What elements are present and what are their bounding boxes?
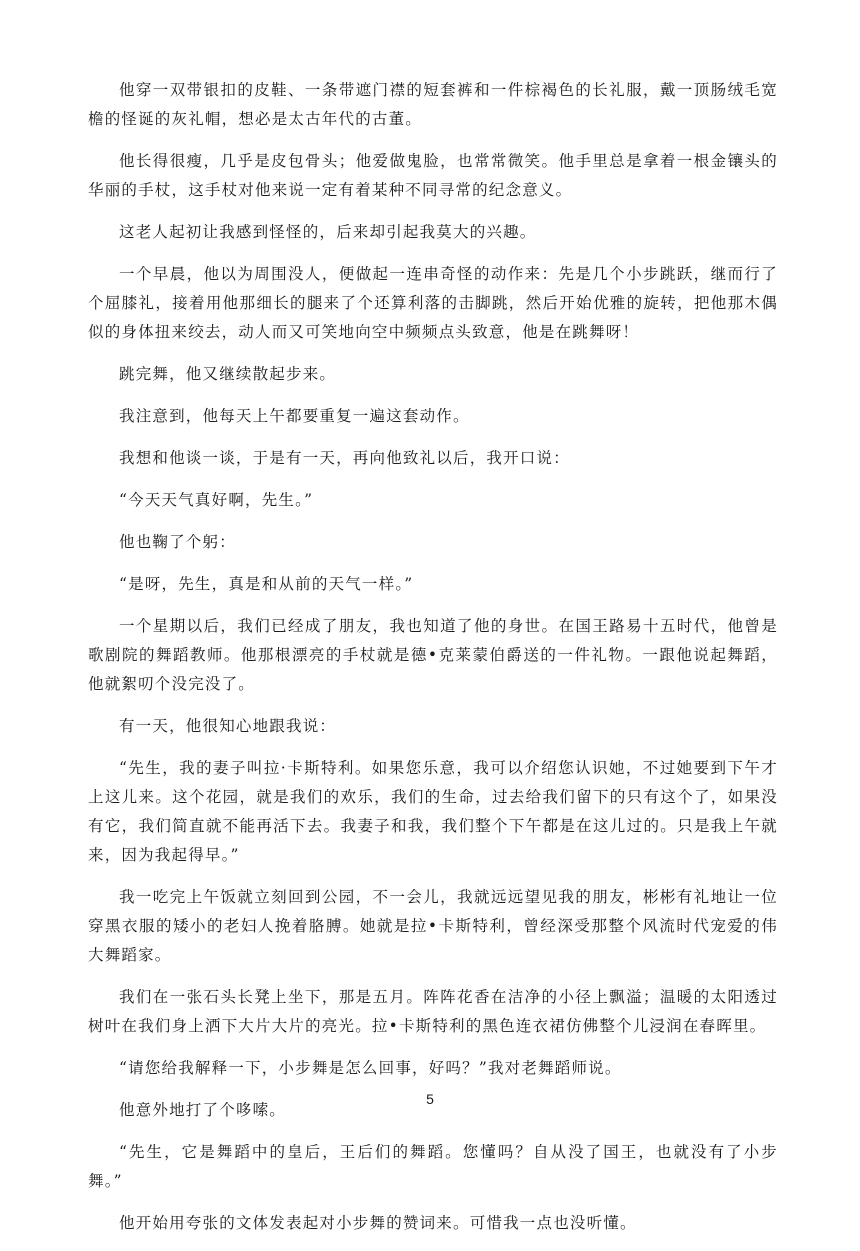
page-number: 5 <box>426 1091 434 1107</box>
paragraph: 我想和他谈一谈，于是有一天，再向他致礼以后，我开口说： <box>119 449 570 467</box>
dialogue-paragraph: “先生，它是舞蹈中的皇后，王后们的舞蹈。您懂吗？自从没了国王，也就没有了小步舞。” <box>88 1143 778 1190</box>
dialogue-paragraph: “请您给我解释一下，小步舞是怎么回事，好吗？”我对老舞蹈师说。 <box>119 1059 622 1077</box>
page-body <box>88 76 778 1251</box>
paragraph: 我们在一张石头长凳上坐下，那是五月。阵阵花香在洁净的小径上飘溢；温暖的太阳透过树叶在我们身上洒下大片大片的亮光。拉•卡斯特利的黑色连衣裙仿佛整个儿浸润在春晖里。 <box>88 988 778 1035</box>
paragraph: 一个早晨，他以为周围没人，便做起一连串奇怪的动作来：先是几个小步跳跃，继而行了个屈膝礼，接着用他那细长的腿来了个还算利落的击脚跳，然后开始优雅的旋转，把他那木偶似的身体扭来绞去，动人而又可笑地向空中频频点头致意，他是在跳舞呀！ <box>88 265 778 341</box>
dialogue-paragraph: “是呀，先生，真是和从前的天气一样。” <box>119 575 414 593</box>
dialogue-paragraph: “先生，我的妻子叫拉·卡斯特利。如果您乐意，我可以介绍您认识她，不过她要到下午才上这儿来。这个花园，就是我们的欢乐，我们的生命，过去给我们留下的只有这个了，如果没有它，我们简直就不能再活下去。我妻子和我，我们整个下午都是在这儿过的。只是我上午就来，因为我起得早。” <box>88 759 778 864</box>
paragraph: 他穿一双带银扣的皮鞋、一条带遮门襟的短套裤和一件棕褐色的长礼服，戴一顶肠绒毛宽檐的怪诞的灰礼帽，想必是太古年代的古董。 <box>88 81 778 128</box>
paragraph: 他开始用夸张的文体发表起对小步舞的赞词来。可惜我一点也没听懂。 <box>119 1214 637 1232</box>
paragraph: 他意外地打了个哆嗦。 <box>119 1101 287 1119</box>
paragraph: 这老人起初让我感到怪怪的，后来却引起我莫大的兴趣。 <box>119 223 537 241</box>
paragraph: 他长得很瘦，几乎是皮包骨头；他爱做鬼脸，也常常微笑。他手里总是拿着一根金镶头的华丽的手杖，这手杖对他来说一定有着某种不同寻常的纪念意义。 <box>88 152 778 199</box>
paragraph: 他也鞠了个躬： <box>119 533 236 551</box>
paragraph: 我注意到，他每天上午都要重复一遍这套动作。 <box>119 407 470 425</box>
paragraph: 有一天，他很知心地跟我说： <box>119 717 337 735</box>
paragraph: 一个星期以后，我们已经成了朋友，我也知道了他的身世。在国王路易十五时代，他曾是歌剧院的舞蹈教师。他那根漂亮的手杖就是德•克莱蒙伯爵送的一件礼物。一跟他说起舞蹈，他就絮叨个没完没了。 <box>88 617 778 693</box>
dialogue-paragraph: “今天天气真好啊，先生。” <box>119 491 314 509</box>
paragraph: 我一吃完上午饭就立刻回到公园，不一会儿，我就远远望见我的朋友，彬彬有礼地让一位穿黑衣服的矮小的老妇人挽着胳膊。她就是拉•卡斯特利，曾经深受那整个风流时代宠爱的伟大舞蹈家。 <box>88 888 778 964</box>
paragraph: 跳完舞，他又继续散起步来。 <box>119 365 337 383</box>
